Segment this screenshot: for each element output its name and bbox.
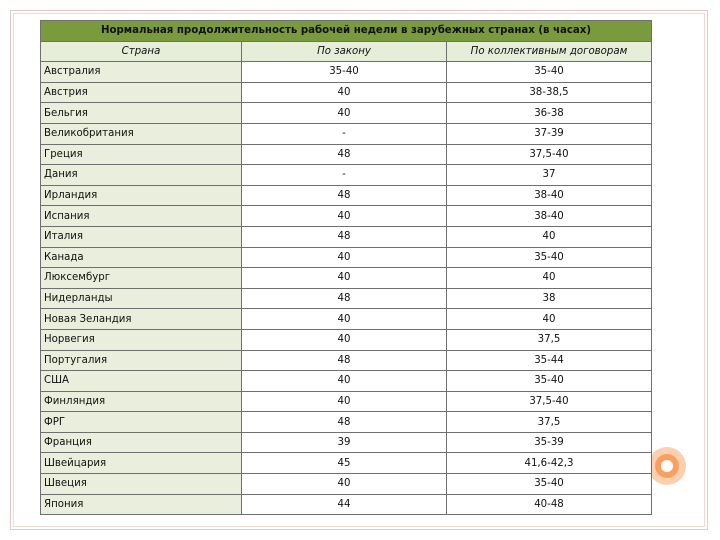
cell-by-collective: 40-48 — [447, 494, 652, 515]
table-row — [41, 226, 652, 247]
cell-by-collective: 37,5 — [447, 412, 652, 433]
cell-by-collective: 38-40 — [447, 206, 652, 227]
cell-by-law: 40 — [242, 247, 447, 268]
cell-by-collective: 40 — [447, 309, 652, 330]
cell-country: Швейцария — [41, 453, 242, 474]
cell-by-law: 40 — [242, 391, 447, 412]
cell-by-law: 44 — [242, 494, 447, 515]
cell-by-law: 40 — [242, 268, 447, 289]
cell-by-collective: 35-40 — [447, 474, 652, 495]
cell-by-collective: 37,5 — [447, 329, 652, 350]
table-row — [41, 288, 652, 309]
cell-by-law: 39 — [242, 432, 447, 453]
table-row — [41, 350, 652, 371]
cell-by-collective: 35-40 — [447, 371, 652, 392]
cell-by-collective: 37,5-40 — [447, 144, 652, 165]
cell-country: Канада — [41, 247, 242, 268]
cell-by-law: 40 — [242, 329, 447, 350]
cell-by-collective: 35-40 — [447, 62, 652, 83]
cell-country: Швеция — [41, 474, 242, 495]
cell-country: Франция — [41, 432, 242, 453]
table-row — [41, 185, 652, 206]
cell-country: Норвегия — [41, 329, 242, 350]
cell-country: ФРГ — [41, 412, 242, 433]
cell-country: Греция — [41, 144, 242, 165]
cell-by-law: 35-40 — [242, 62, 447, 83]
cell-country: Бельгия — [41, 103, 242, 124]
cell-country: Португалия — [41, 350, 242, 371]
cell-by-collective: 41,6-42,3 — [447, 453, 652, 474]
cell-country: Италия — [41, 226, 242, 247]
cell-by-law: 40 — [242, 309, 447, 330]
table-title-row — [41, 21, 652, 42]
table-row — [41, 309, 652, 330]
cell-by-law: 48 — [242, 350, 447, 371]
cell-by-collective: 35-44 — [447, 350, 652, 371]
cell-by-collective: 38-38,5 — [447, 82, 652, 103]
cell-country: Дания — [41, 165, 242, 186]
decorative-circle-center — [661, 460, 673, 472]
cell-by-collective: 37 — [447, 165, 652, 186]
cell-by-law: 48 — [242, 144, 447, 165]
cell-by-collective: 37-39 — [447, 123, 652, 144]
table-row — [41, 453, 652, 474]
cell-by-law: 45 — [242, 453, 447, 474]
table-row — [41, 123, 652, 144]
cell-by-collective: 35-40 — [447, 247, 652, 268]
table-row — [41, 329, 652, 350]
table-row — [41, 494, 652, 515]
table-row — [41, 371, 652, 392]
cell-country: Великобритания — [41, 123, 242, 144]
cell-by-collective: 40 — [447, 268, 652, 289]
cell-by-law: 40 — [242, 82, 447, 103]
cell-by-law: 40 — [242, 371, 447, 392]
cell-by-law: 40 — [242, 103, 447, 124]
header-country: Страна — [41, 41, 242, 62]
cell-country: Новая Зеландия — [41, 309, 242, 330]
cell-by-law: 48 — [242, 226, 447, 247]
table-row — [41, 62, 652, 83]
header-by-law: По закону — [242, 41, 447, 62]
cell-by-collective: 40 — [447, 226, 652, 247]
cell-by-law: 40 — [242, 206, 447, 227]
table-row — [41, 391, 652, 412]
table-row — [41, 103, 652, 124]
work-week-table — [40, 20, 652, 515]
cell-by-collective: 37,5-40 — [447, 391, 652, 412]
table-header-row — [41, 41, 652, 62]
cell-country: Япония — [41, 494, 242, 515]
table-row — [41, 165, 652, 186]
table-row — [41, 144, 652, 165]
cell-by-collective: 35-39 — [447, 432, 652, 453]
table-row — [41, 268, 652, 289]
cell-country: Нидерланды — [41, 288, 242, 309]
cell-by-law: 40 — [242, 474, 447, 495]
cell-country: Испания — [41, 206, 242, 227]
cell-country: Финляндия — [41, 391, 242, 412]
cell-by-law: - — [242, 123, 447, 144]
cell-country: Люксембург — [41, 268, 242, 289]
cell-country: Австралия — [41, 62, 242, 83]
header-by-collective-agreements: По коллективным договорам — [447, 41, 652, 62]
cell-country: Австрия — [41, 82, 242, 103]
table-row — [41, 432, 652, 453]
table-row — [41, 82, 652, 103]
table-row — [41, 247, 652, 268]
table-row — [41, 412, 652, 433]
cell-by-law: 48 — [242, 288, 447, 309]
cell-country: США — [41, 371, 242, 392]
cell-country: Ирландия — [41, 185, 242, 206]
cell-by-collective: 36-38 — [447, 103, 652, 124]
cell-by-collective: 38 — [447, 288, 652, 309]
table-row — [41, 474, 652, 495]
table-row — [41, 206, 652, 227]
cell-by-law: 48 — [242, 185, 447, 206]
cell-by-law: - — [242, 165, 447, 186]
cell-by-law: 48 — [242, 412, 447, 433]
table-body — [41, 62, 652, 515]
table-title: Нормальная продолжительность рабочей недели в зарубежных странах (в часах) — [41, 21, 652, 42]
cell-by-collective: 38-40 — [447, 185, 652, 206]
